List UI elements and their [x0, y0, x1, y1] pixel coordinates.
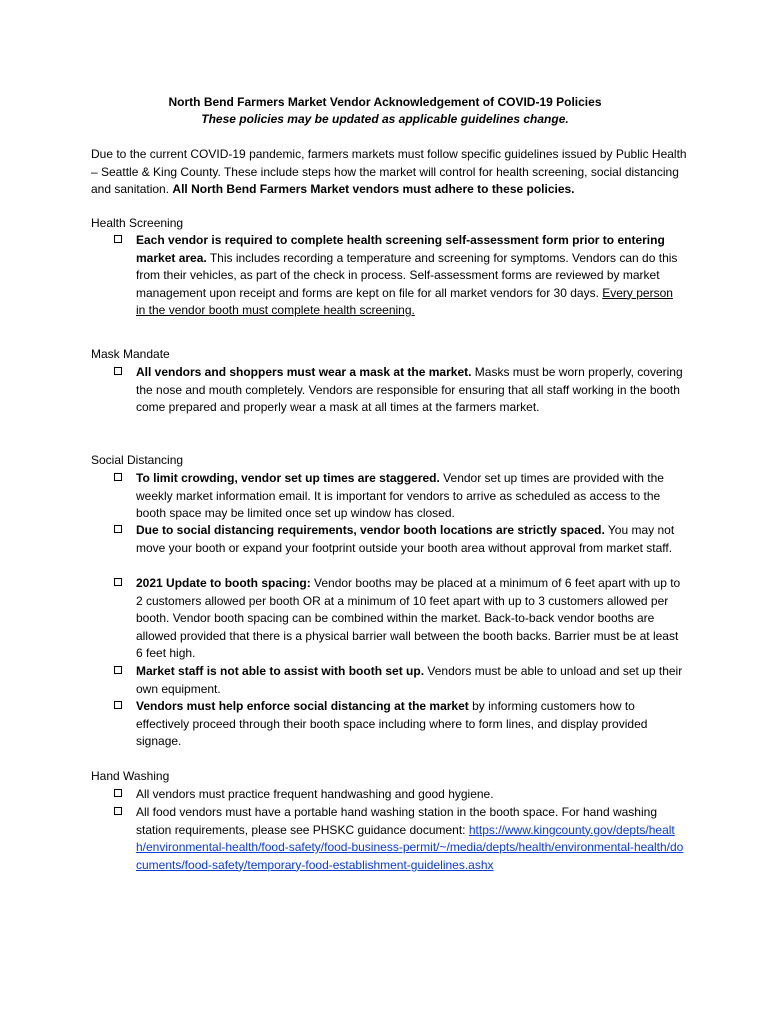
- checkbox-icon[interactable]: [114, 525, 122, 533]
- social-item-5: [114, 698, 684, 751]
- social-item-3-bold: 2021 Update to booth spacing:: [136, 576, 311, 590]
- social-item-1: [114, 470, 684, 523]
- intro-paragraph: [91, 146, 687, 199]
- social-item-3: [114, 575, 684, 663]
- social-item-5-text: by informing customers how to effectively proceed through their booth space including where to form lines, and display provided signage.: [136, 699, 648, 748]
- checkbox-icon[interactable]: [114, 235, 122, 243]
- checkbox-icon[interactable]: [114, 578, 122, 586]
- health-item-1-bold: Each vendor is required to complete health screening self-assessment form prior to entering market area.: [136, 233, 665, 265]
- social-item-2-bold: Due to social distancing requirements, vendor booth locations are strictly spaced.: [136, 523, 605, 537]
- document-subtitle: These policies may be updated as applicable guidelines change.: [201, 112, 569, 126]
- social-item-4-bold: Market staff is not able to assist with booth set up.: [136, 664, 425, 678]
- health-item-1: [114, 232, 684, 320]
- social-item-4-text: Vendors must be able to unload and set up their own equipment.: [136, 664, 683, 696]
- social-item-5-bold: Vendors must help enforce social distancing at the market: [136, 699, 469, 713]
- mask-mandate-heading: Mask Mandate: [91, 347, 170, 361]
- checkbox-icon[interactable]: [114, 666, 122, 674]
- social-item-1-bold: To limit crowding, vendor set up times are staggered.: [136, 471, 440, 485]
- checkbox-icon[interactable]: [114, 789, 122, 797]
- social-item-2: [114, 522, 684, 557]
- social-item-4: [114, 663, 684, 698]
- hand-item-2: [114, 804, 684, 874]
- document-title: North Bend Farmers Market Vendor Acknowledgement of COVID-19 Policies: [168, 95, 602, 109]
- social-item-2-text: You may not move your booth or expand your footprint outside your booth area without approval from market staff.: [136, 523, 675, 555]
- phskc-guidance-link[interactable]: https://www.kingcounty.gov/depts/health/environmental-health/food-safety/food-business-permit/~/media/depts/health/environmental-health/documents/food-safety/temporary-food-establishment-guidelines.ashx: [136, 822, 684, 872]
- social-item-3-text: Vendor booths may be placed at a minimum of 6 feet apart with up to 2 customers allowed per booth OR at a minimum of 10 feet apart with up to 3 customers allowed per booth. Vendor booth spacing can be combined within the market. Back-to-back vendor booths are allowed provided that there is a physical barrier wall between the booth backs. Barrier must be at least 6 feet high.: [136, 576, 681, 660]
- health-screening-heading: Health Screening: [91, 216, 184, 230]
- checkbox-icon[interactable]: [114, 701, 122, 709]
- social-distancing-heading: Social Distancing: [91, 453, 184, 467]
- health-item-1-text: This includes recording a temperature and screening for symptoms. Vendors can do this from their vehicles, as part of the check in process. Self-assessment forms are reviewed by market management upon receipt and forms are kept on file for all market vendors for 30 days.: [136, 250, 678, 300]
- checkbox-icon[interactable]: [114, 367, 122, 375]
- health-item-1-underline: Every person in the vendor booth must complete health screening.: [136, 285, 673, 317]
- mask-item-1-text: Masks must be worn properly, covering the nose and mouth completely. Vendors are responsible for ensuring that all staff working in the booth come prepared and properly wear a mask at all times at the farmers market.: [136, 365, 683, 414]
- hand-item-1: [114, 786, 684, 804]
- hand-washing-heading: Hand Washing: [91, 769, 170, 783]
- checkbox-icon[interactable]: [114, 473, 122, 481]
- checkbox-icon[interactable]: [114, 807, 122, 815]
- intro-bold-text: All North Bend Farmers Market vendors must adhere to these policies.: [172, 182, 575, 196]
- intro-text: Due to the current COVID-19 pandemic, farmers markets must follow specific guidelines issued by Public Health – Seattle & King County. These include steps how the market will control for health screening, social distancing and sanitation.: [91, 147, 687, 196]
- mask-item-1: [114, 364, 684, 417]
- mask-item-1-bold: All vendors and shoppers must wear a mask at the market.: [136, 365, 472, 379]
- social-item-1-text: Vendor set up times are provided with the weekly market information email. It is important for vendors to arrive as scheduled as access to the booth space may be limited once set up window has closed.: [136, 471, 664, 520]
- hand-item-1-text: All vendors must practice frequent handwashing and good hygiene.: [136, 787, 494, 801]
- hand-item-2-text: All food vendors must have a portable hand washing station in the booth space. For hand washing station requirements, please see PHSKC guidance document:: [136, 805, 657, 837]
